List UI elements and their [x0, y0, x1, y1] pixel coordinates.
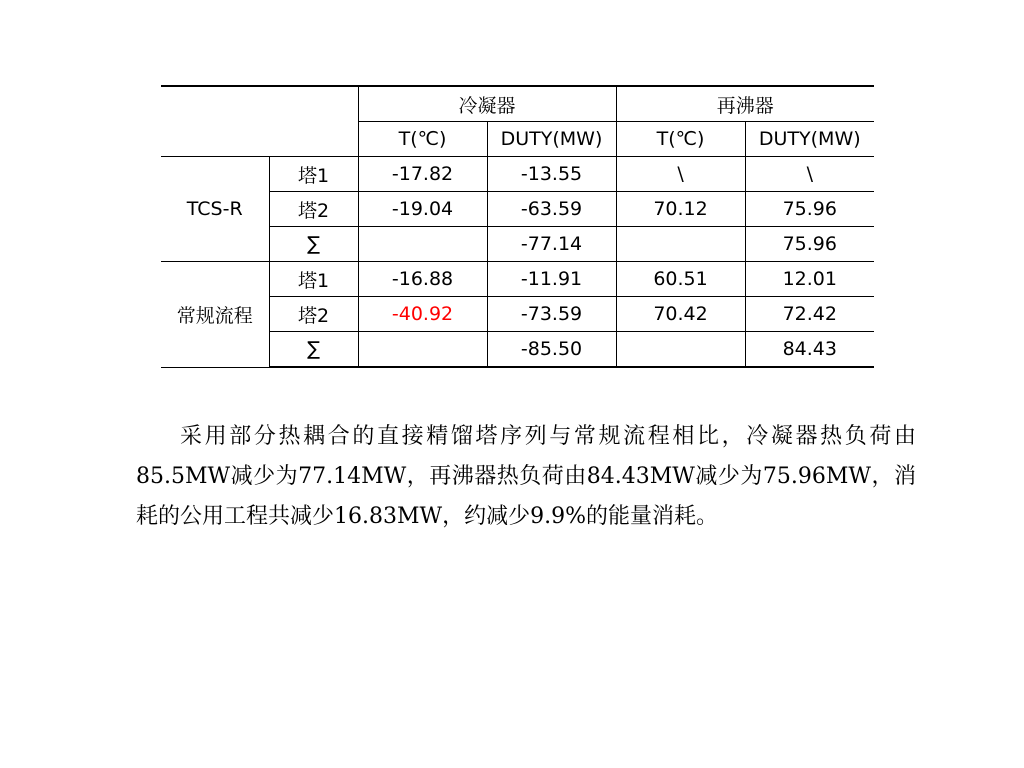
reboiler-duty-cell: \ — [745, 157, 874, 192]
condenser-temperature-cell — [358, 227, 487, 262]
reboiler-temperature-cell: 60.51 — [616, 262, 745, 297]
reboiler-duty-cell: 12.01 — [745, 262, 874, 297]
reboiler-duty-cell: 75.96 — [745, 192, 874, 227]
reboiler-duty-cell: 72.42 — [745, 297, 874, 332]
condenser-duty-cell: -73.59 — [487, 297, 616, 332]
header-reboiler-duty: DUTY(MW) — [745, 122, 874, 157]
group-label-conventional: 常规流程 — [161, 262, 269, 368]
condenser-duty-cell: -13.55 — [487, 157, 616, 192]
condenser-temperature-cell: -16.88 — [358, 262, 487, 297]
condenser-duty-cell: -63.59 — [487, 192, 616, 227]
row-label-sum: ∑ — [269, 332, 358, 368]
row-label: 塔2 — [269, 192, 358, 227]
header-reboiler-temperature: T(℃) — [616, 122, 745, 157]
condenser-temperature-cell-highlighted: -40.92 — [358, 297, 487, 332]
table-row — [161, 157, 874, 192]
reboiler-temperature-cell: 70.12 — [616, 192, 745, 227]
header-corner-cell — [161, 86, 358, 157]
reboiler-temperature-cell: 70.42 — [616, 297, 745, 332]
row-label: 塔1 — [269, 157, 358, 192]
header-row-groups — [161, 86, 874, 122]
reboiler-temperature-cell — [616, 227, 745, 262]
condenser-temperature-cell — [358, 332, 487, 368]
condenser-duty-cell: -85.50 — [487, 332, 616, 368]
group-label-tcs-r: TCS-R — [161, 157, 269, 262]
row-label: 塔1 — [269, 262, 358, 297]
row-label-sum: ∑ — [269, 227, 358, 262]
table-row — [161, 262, 874, 297]
condenser-temperature-cell: -19.04 — [358, 192, 487, 227]
header-condenser: 冷凝器 — [358, 86, 616, 122]
reboiler-temperature-cell — [616, 332, 745, 368]
reboiler-temperature-cell: \ — [616, 157, 745, 192]
reboiler-duty-cell: 75.96 — [745, 227, 874, 262]
condenser-duty-cell: -77.14 — [487, 227, 616, 262]
condenser-temperature-cell: -17.82 — [358, 157, 487, 192]
condenser-duty-cell: -11.91 — [487, 262, 616, 297]
header-condenser-temperature: T(℃) — [358, 122, 487, 157]
summary-paragraph: 采用部分热耦合的直接精馏塔序列与常规流程相比，冷凝器热负荷由85.5MW减少为77.14MW，再沸器热负荷由84.43MW减少为75.96MW，消耗的公用工程共减少16.83MW，约减少9.9%的能量消耗。 — [136, 424, 916, 529]
reboiler-duty-cell: 84.43 — [745, 332, 874, 368]
header-reboiler: 再沸器 — [616, 86, 874, 122]
header-condenser-duty: DUTY(MW) — [487, 122, 616, 157]
row-label: 塔2 — [269, 297, 358, 332]
data-table — [161, 85, 874, 368]
